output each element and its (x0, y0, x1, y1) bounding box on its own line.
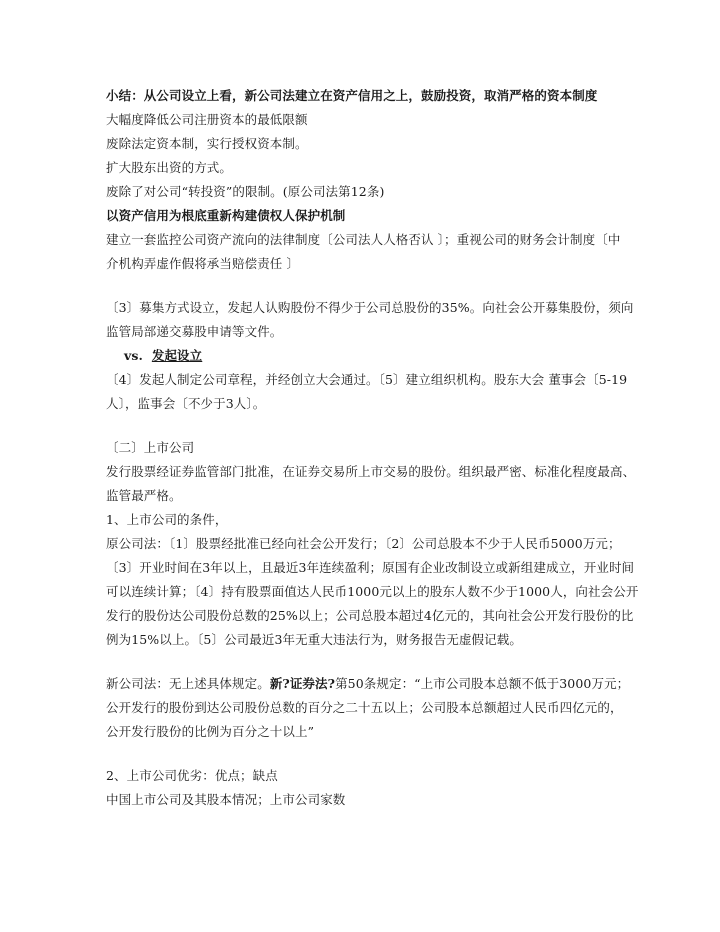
new-law-line: 公开发行的股份到达公司股份总数的百分之二十五以上；公司股本总额超过人民币四亿元的， (106, 700, 623, 715)
vs-label: vs. (124, 348, 143, 363)
summary-point: 废除了对公司“转投资”的限制。(原公司法第12条) (106, 184, 385, 199)
new-law-bold: 新?证券法? (269, 676, 336, 691)
creditor-heading: 以资产信用为根底重新构建债权人保护机制 (106, 208, 346, 223)
conditions-title: 1、上市公司的条件， (106, 512, 228, 527)
new-law-rest: 第50条规定：“上市公司股本总额不低于3000万元； (335, 676, 630, 691)
old-law-line: 原公司法：〔1〕股票经批准已经向社会公开发行；〔2〕公司总股本不少于人民币5000万元； (106, 536, 621, 551)
new-law-line (106, 672, 630, 696)
new-law-prefix: 新公司法：无上述具体规定。 (106, 676, 270, 691)
old-law-line: 〔3〕开业时间在3年以上，且最近3年连续盈利；原国有企业改制设立或新组建成立，开业时间 (106, 560, 635, 575)
raising-line: 监管局部递交募股申请等文件。 (106, 324, 283, 339)
new-law-line: 公开发行股份的比例为百分之十以上” (106, 724, 315, 739)
raising-line: 〔3〕募集方式设立，发起人认购股份不得少于公司总股份的35%。向社会公开募集股份，须向 (106, 300, 634, 315)
creditor-line: 建立一套监控公司资产流向的法律制度〔公司法人人格否认 〕；重视公司的财务会计制度〔中 (106, 232, 621, 247)
old-law-line: 发行的股份达公司股份总数的25%以上；公司总股本超过4亿元的，其向社会公开发行股份的比 (106, 608, 634, 623)
china-line: 中国上市公司及其股本情况；上市公司家数 (106, 792, 346, 807)
listed-definition-line: 发行股票经证券监管部门批准，在证券交易所上市交易的股份。组织最严密、标准化程度最高、 (106, 464, 636, 479)
creditor-line: 介机构弄虚作假将承当赔偿责任 〕 (106, 256, 300, 271)
listed-section-title: 〔二〕上市公司 (106, 440, 195, 455)
old-law-line: 例为15%以上。〔5〕公司最近3年无重大违法行为，财务报告无虚假记载。 (106, 632, 522, 647)
document-page (106, 84, 639, 812)
vs-text: 发起设立 (151, 348, 203, 363)
promoter-line: 人〕，监事会〔不少于3人〕。 (106, 396, 266, 411)
summary-point: 废除法定资本制，实行授权资本制。 (106, 136, 308, 151)
advantages-title: 2、上市公司优劣：优点；缺点 (106, 768, 278, 783)
old-law-line: 可以连续计算；〔4〕持有股票面值达人民币1000元以上的股东人数不少于1000人，向社会公开 (106, 584, 639, 599)
promoter-line: 〔4〕发起人制定公司章程，并经创立大会通过。〔5〕建立组织机构。股东大会 董事会〔5-19 (106, 372, 628, 387)
listed-definition-line: 监管最严格。 (106, 488, 182, 503)
summary-point: 大幅度降低公司注册资本的最低限额 (106, 112, 308, 127)
summary-point: 扩大股东出资的方式。 (106, 160, 233, 175)
summary-heading: 小结：从公司设立上看，新公司法建立在资产信用之上，鼓励投资，取消严格的资本制度 (106, 88, 598, 103)
vs-heading (106, 344, 626, 368)
